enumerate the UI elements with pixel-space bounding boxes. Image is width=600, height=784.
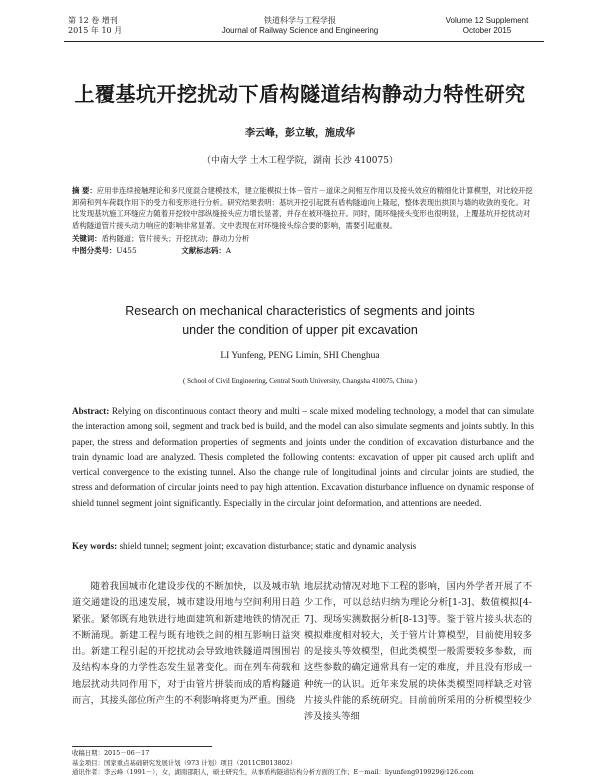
footnote-rule [72,746,212,747]
clc-label-cn: 中图分类号： [72,246,117,255]
title-en-line2: under the condition of upper pit excavation [182,323,418,337]
body-column-right [304,579,532,726]
abstract-cn [72,185,534,231]
doc-code-label-cn: 文献标志码： [181,246,226,255]
abstract-en [72,404,534,511]
header-journal-en: Journal of Railway Science and Engineering [221,26,379,35]
abstract-text-en: Relying on discontinuous contact theory and multi – scale mixed modeling technology, a model that can simulate the interaction among soil, segment and track bed is build, and the model can also simulate segments and joints subtly. In this paper, the stress and deformation properties of segments and joints under the condition of excavation disturbance and the train dynamic load are analyzed. Thesis completed the following contents: excavation of upper pit caused arch uplift and vertical convergence to the existing tunnel. Also the change rule of longitudinal joints and circular joints are studied, the stress and deformation of circular joints need to pay high attention. Excavation disturbance influence on dynamic response of shield tunnel segment joint significantly. Especially in the circular joint deformation, and attentions are needed. [72,406,535,508]
header-date-en: October 2015 [462,26,512,35]
authors-cn: 李云峰，彭立敏，施成华 [245,128,355,139]
footnote-received: 收稿日期：2015－06－17 [72,749,150,757]
keywords-en [72,539,534,553]
header-volume-cn-line: 第 12 卷 增刊 [68,16,118,25]
keywords-label-en: Key words: [72,541,118,551]
body-paragraph-continued: 地层扰动情况对地下工程的影响，国内外学者开展了不少工作，可以总结归纳为理论分析[1-3]、数值模拟[4-7]、现场实测数据分析[8-13]等。鉴于管片接头状态的模拟难度相对较大，关于管片计算模型，目前使用较多的是接头等效模型，但此类模型一般需要较多参数，而这些参数的确定通常具有一定的难度，并且没有形成一种统一的认识。近年来发展的块体类模型同样缺乏对管片接头件能的系统研究。目前前所采用的分析模型较少涉及接头等细 [304,581,532,723]
header-date-cn: 2015 年 10 月 [68,26,123,35]
body-column-left [72,579,300,709]
keywords-text-en: shield tunnel; segment joint; excavation disturbance; static and dynamic analysis [119,541,417,551]
header-volume-en-line: Volume 12 Supplement [445,16,529,25]
header-volume-cn [68,16,168,36]
authors-en: LI Yunfeng, PENG Limin, SHI Chenghua [220,351,380,361]
clc-value-cn: U455 [116,246,137,255]
affiliation-en: ( School of Civil Engineering, Central South University, Changsha 410075, China ) [182,377,418,385]
affiliation-cn: （中南大学 土木工程学院，湖南 长沙 410075） [202,156,398,166]
article-title-en [60,302,540,340]
doc-code-value-cn: A [225,246,232,255]
footnote-fund: 基金项目：国家重点基础研究发展计划（973 计划）项目（2011CB013802） [72,758,297,767]
title-en-line1: Research on mechanical characteristics of segments and joints [125,304,475,318]
header-journal-cn: 铁道科学与工程学报 [264,16,336,25]
abstract-text-cn: 应用非连续接触理论和多尺度混合建模技术，建立能模拟土体－管片－道床之间相互作用以及接头效应的精细化计算模型，对比较开挖卸荷和列车荷载作用下的受力和变形进行分析。研究结果表明：基坑开挖引起既有盾构隧道向上隆起，整体表现出拱顶与墙的收敛的变化。对比发现基坑施工环缝应力随着开挖较中部纵缝接头应力增长显著，并存在被环缝拉开。同时，随环缝接头变形也很明显，上覆基坑开挖扰动对盾构隧道管片接头动力响应的影响非常显著。文中表现在对环缝接头综合要的影响，需要引起重视。 [72,186,533,230]
article-title-cn: 上覆基坑开挖扰动下盾构隧道结构静动力特性研究 [74,82,526,106]
footnote-author: 通讯作者：李云峰（1991－），女，湖南邵阳人，硕士研究生，从事盾构隧道结构分析方面的工作；E－mail：liyunfeng919929@126.com [72,768,474,777]
keywords-cn [72,233,534,245]
abstract-label-cn: 摘 要： [72,186,97,195]
header-journal [190,16,410,36]
keywords-text-cn: 盾构隧道；管片接头；开挖扰动；静动力分析 [101,234,250,243]
abstract-label-en: Abstract: [72,406,110,416]
classification-cn [72,245,534,257]
header-rule [64,41,544,42]
header-volume-en [432,16,542,36]
footnotes [72,749,542,778]
body-paragraph: 随着我国城市化建设步伐的不断加快，以及城市轨道交通建设的迅速发展，城市建设用地与空间利用日趋紧张。紧邻既有地铁进行地面建筑和新建地铁的情况正不断涌现。新建工程与既有地铁之间的相互影响日益突出。新建工程引起的开挖扰动会导致地铁隧道周围围岩及结构本身的力学性态发生显著变化。而在列车荷载和地层扰动共同作用下，对于由管片拼装而成的盾构隧道而言，其接头部位所产生的不利影响将更为严重。围绕 [72,581,300,707]
keywords-label-cn: 关键词： [72,234,102,243]
